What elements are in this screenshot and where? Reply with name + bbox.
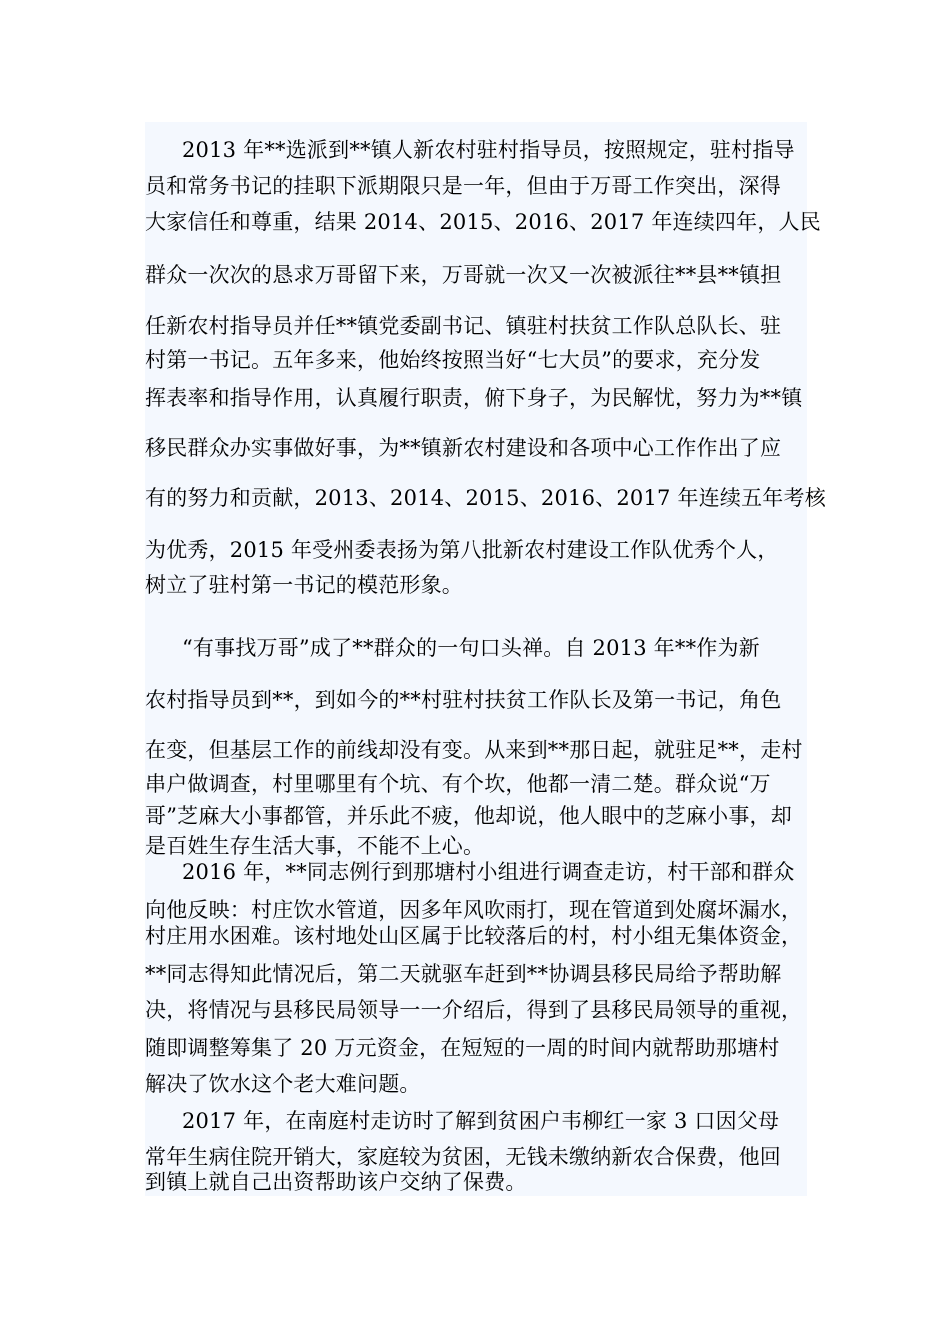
text-line: 群众一次次的恳求万哥留下来，万哥就一次又一次被派往**县**镇担 bbox=[145, 263, 782, 287]
text-line: 常年生病住院开销大，家庭较为贫困，无钱未缴纳新农合保费，他回 bbox=[145, 1145, 781, 1169]
text-line: 2016 年，**同志例行到那塘村小组进行调查走访，村干部和群众 bbox=[182, 860, 795, 884]
text-line: 挥表率和指导作用，认真履行职责，俯下身子，为民解忧，努力为**镇 bbox=[145, 386, 803, 410]
text-line: 决，将情况与县移民局领导一一介绍后，得到了县移民局领导的重视， bbox=[145, 998, 803, 1022]
text-line: 在变，但基层工作的前线却没有变。从来到**那日起，就驻足**，走村 bbox=[145, 738, 803, 762]
text-line: 是百姓生存生活大事，不能不上心。 bbox=[145, 834, 485, 858]
text-line: 大家信任和尊重，结果 2014、2015、2016、2017 年连续四年，人民 bbox=[145, 210, 821, 234]
text-line: 为优秀，2015 年受州委表扬为第八批新农村建设工作队优秀个人， bbox=[145, 538, 779, 562]
text-line: **同志得知此情况后，第二天就驱车赶到**协调县移民局给予帮助解 bbox=[145, 962, 782, 986]
text-line: 村庄用水困难。该村地处山区属于比较落后的村，村小组无集体资金， bbox=[145, 924, 803, 948]
text-line: 员和常务书记的挂职下派期限只是一年，但由于万哥工作突出，深得 bbox=[145, 174, 781, 198]
text-line: 到镇上就自己出资帮助该户交纳了保费。 bbox=[145, 1170, 527, 1194]
text-line: 2013 年**选派到**镇人新农村驻村指导员，按照规定，驻村指导 bbox=[182, 138, 795, 162]
text-line: 任新农村指导员并任**镇党委副书记、镇驻村扶贫工作队总队长、驻 bbox=[145, 314, 782, 338]
text-line: 农村指导员到**，到如今的**村驻村扶贫工作队长及第一书记，角色 bbox=[145, 688, 782, 712]
text-line: 2017 年，在南庭村走访时了解到贫困户韦柳红一家 3 口因父母 bbox=[182, 1109, 780, 1133]
section-heading bbox=[182, 596, 807, 624]
text-line: 有的努力和贡献，2013、2014、2015、2016、2017 年连续五年考核 bbox=[145, 486, 826, 510]
text-line: 向他反映：村庄饮水管道，因多年风吹雨打，现在管道到处腐坏漏水， bbox=[145, 898, 803, 922]
text-line: 哥”芝麻大小事都管，并乐此不疲，他却说，他人眼中的芝麻小事，却 bbox=[145, 804, 792, 828]
text-line: 随即调整筹集了 20 万元资金，在短短的一周的时间内就帮助那塘村 bbox=[145, 1036, 780, 1060]
text-line: 树立了驻村第一书记的模范形象。 bbox=[145, 573, 463, 597]
text-line: 移民群众办实事做好事，为**镇新农村建设和各项中心工作作出了应 bbox=[145, 436, 782, 460]
text-line: 串户做调查，村里哪里有个坑、有个坎，他都一清二楚。群众说“万 bbox=[145, 772, 771, 796]
text-line: 解决了饮水这个老大难问题。 bbox=[145, 1072, 421, 1096]
text-line: 村第一书记。五年多来，他始终按照当好“七大员”的要求，充分发 bbox=[145, 348, 761, 372]
text-line: “有事找万哥”成了**群众的一句口头禅。自 2013 年**作为新 bbox=[182, 636, 760, 660]
document-page bbox=[145, 122, 826, 1196]
